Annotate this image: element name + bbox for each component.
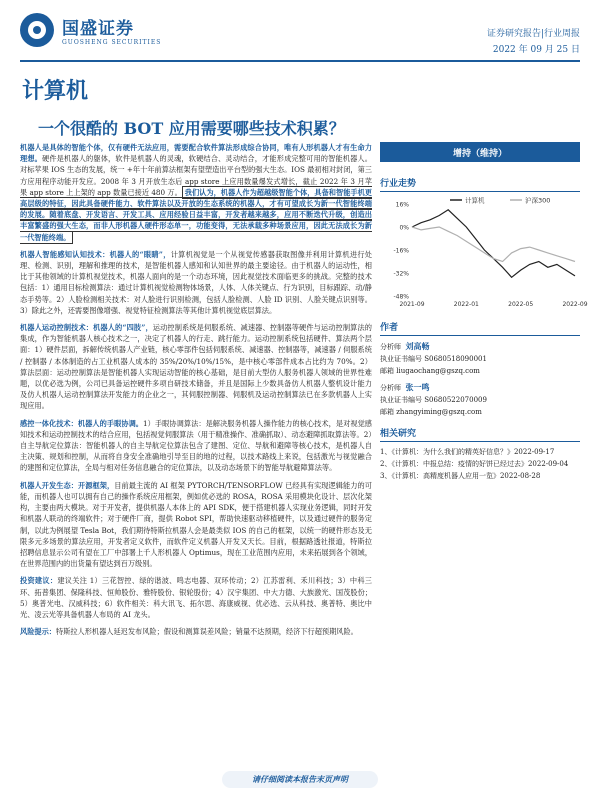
para-7 [20, 626, 372, 637]
analyst-2-email-label: 邮箱 [380, 408, 394, 416]
legend-label: 沪深300 [525, 196, 551, 205]
performance-chart [380, 192, 588, 312]
brand-logo [20, 10, 220, 50]
related-item-3[interactable]: 3、《计算机：高精度机器人应用一览》2022-08-28 [380, 472, 541, 480]
analyst-2-email[interactable]: zhangyiming@gszq.com [396, 408, 482, 416]
analyst-1 [380, 340, 580, 377]
page-title: 一个很酷的 BOT 应用需要哪些技术积累？ [38, 119, 345, 138]
para-7-lead: 风险提示： [20, 627, 56, 637]
analyst-1-license-label: 执业证书编号 [380, 355, 422, 363]
analyst-2-license-label: 执业证书编号 [380, 396, 422, 404]
para-7-body: 特斯拉人形机器人延迟发布风险；假设和测算误差风险；销量不达预期，经济下行超预期风险。 [55, 627, 358, 637]
para-4 [20, 418, 372, 474]
x-tick-label: 2022-01 [453, 301, 479, 308]
summary-column [20, 142, 372, 643]
analyst-2 [380, 381, 580, 418]
para-1-body: 硬件是机器人的躯体，软件是机器人的灵魂，软硬结合、灵动结合，才能形成完整可用的智能机器人。对标苹果 IOS 生态的发展，统一 +年十年前算法框架有望塑造出平台型的强大生态。IOS 最初相对封闭，第三方应用程序动能开发应。2008 年 3 月开放生态后 app store 上应用数量爆发式增长，截止 2022 年 3 月苹果 app store 上上架的 app 数量已接近 480 万。 [20, 154, 372, 197]
related-item-2[interactable]: 2、《计算机：中报总结：疫情的好饼已经过去》2022-09-04 [380, 460, 569, 468]
sidebar [380, 142, 588, 482]
analyst-1-email[interactable]: liugaochang@gszq.com [396, 367, 480, 375]
para-5-body: 目前最主流的 AI 框架 PYTORCH/TENSORFLOW 已经具有实现逻辑能力的可能，而机器人也可以拥有自己的操作系统应用框架，例如优必选的 ROSA，ROSA 采用模块化设计、层次化架构，主要由两大模块。对于开发者，提供机器人本体上的 API SDK，便于搭建机器人实现业务逻辑，同时开发和机器人联动的终端软件；对于硬件厂商，提供 Robot SPI，帮助快速驱动移植硬件，以及通过硬件的服务定制，以此为例展望 Tesla Bot，我们期待特斯拉机器人会是最类似 IOS 的自己的框架，以统一的硬件形态及无限多元多场景的算法应用，开发者定义软件，而软件定义机器人开发又天长。目前，根据路透社报道，特斯拉招聘信息显示公司有望在工厂中部署上千人形机器人 Optimus，现在工业范围内应用，未来拓展到各个领域，在世界范围内的出货量有望达到百万级别。 [20, 480, 372, 569]
para-1-box: 我们认为，机器人作为超越级智能个体，具备和智能手机更高层级的特征，因此具备硬件能力、软件算法以及开放的生态系统的机器人，才有可望成长为新一代智能终端的发展。随着底盘、开发语言、开发工具、应用经验日益丰富，开发者越来越多，应用不断迭代升级，创造出丰富繁盛的强大生态，而非人形机器人硬件形态单一，功能变得，无法承载多种场景应用，因此无法成长为新一代智能终端。 [20, 187, 372, 242]
para-3-lead: 机器人运动控制技术：机器人的“四肢”， [20, 323, 153, 333]
footer [0, 768, 600, 790]
analyst-2-role: 分析师 [380, 384, 401, 392]
analyst-1-name: 刘高畅 [405, 341, 430, 351]
logo-icon [20, 13, 54, 47]
para-4-lead: 感控一体化技术：机器人的手眼协调。 [20, 418, 144, 428]
series-line-2 [412, 227, 575, 262]
para-1-lead: 机器人是具体的智能个体，仅有硬件无法应用，需要配合软件算法形成综合协同，唯有人形机器人才有生命力理想。 [20, 143, 372, 164]
y-tick-label: -16% [393, 247, 409, 255]
para-6-lead: 投资建议： [20, 576, 58, 586]
analyst-title: 作者 [380, 320, 580, 336]
logo-cn: 国盛证券 [62, 19, 134, 39]
para-4-body: 1）手眼协调算法：是解决服务机器人操作能力的核心技术，是对视觉感知技术和运动控制技术的结合应用，包括视觉伺服算法（用于精准操作、准确抓取）、动态避障抓取算法等。2）自主导航定位算法：智能机器人的自主导航定位算法包含了建图、定位、导航和避障等核心技术，是机器人自主决策、规划和控制，从而将自身安全准确地引导至目的地的过程，以技术路线上来说，包括激光与视觉融合的建图和定位算法，全局与相对任务信息融合的定位算法，以及动态场景下的智能导航避障算法等。 [20, 418, 372, 473]
para-5 [20, 480, 372, 570]
para-2-body: 计算机视觉是一个从视觉传感器获取图像并利用计算机进行处理、检测、识别，理解和推理的技术，是智能机器人感知和认知世界的最主要途径。由于机器人的运动性，相比于其他领域的计算机视觉技术，机器人面向的是一个动态环境，因此视觉技术面临更多的挑战。完整的技术包括：1）通用目标检测算法：通过计算机视觉检测物体场景，人体、人体关键点、行为识别，目标跟踪、动/静态手势等。2）人脸检测相关技术：对人脸进行识别检测，包括人脸检测、人脸 ID 识别、人脸关键点识别等。3）除此之外，还需要图像增强、视觉特征检测算法等其他计算机视觉底层算法。 [20, 249, 372, 315]
related-list [380, 446, 580, 482]
y-tick-label: -32% [393, 270, 409, 278]
analyst-1-email-label: 邮箱 [380, 367, 394, 375]
x-tick-label: 2021-09 [399, 301, 425, 308]
report-type: 证券研究报告|行业周报 [486, 29, 580, 39]
para-2-lead: 机器人智能感知认知技术：机器人的“眼睛”， [20, 249, 171, 259]
related-item-1[interactable]: 1、《计算机：为什么我们的精英好信息？》2022-09-17 [380, 448, 555, 456]
para-3 [20, 322, 372, 412]
related-title: 相关研究 [380, 426, 580, 442]
header-divider [20, 60, 580, 62]
series-line-1 [412, 210, 575, 277]
analyst-1-license: S0680518090001 [424, 355, 487, 363]
legend-label: 计算机 [465, 196, 485, 205]
report-date: 2022 年 09 月 25 日 [492, 45, 580, 55]
y-tick-label: -48% [393, 293, 409, 301]
industry-title: 计算机 [22, 78, 89, 104]
footer-notice: 请仔细阅读本报告末页声明 [222, 771, 378, 788]
perf-title: 行业走势 [380, 176, 580, 192]
para-1 [20, 142, 372, 243]
para-5-lead: 机器人开发生态：开源框架， [20, 480, 115, 490]
rating-badge: 增持（维持） [380, 142, 580, 162]
para-2 [20, 249, 372, 316]
x-tick-label: 2022-05 [508, 301, 534, 308]
para-6-body: 建议关注 1）三花智控、绿的谐波、鸣志电器、双环传动；2）江苏雷利、禾川科技；3）中科三环、拓普集团、保隆科技、恒帅股份、雅特股份、银轮股份；4）汉宇集团、中大力德、大族激光、国茂股份；5）奥普光电、汉威科技；6）软件相关：科大讯飞、拓尔思、海康威视、优必选、云从科技、奥普特、奥比中光、凌云光等具备机器人布局的 AI 龙头。 [20, 576, 372, 619]
chart-svg [380, 192, 588, 312]
para-3-body: 运动控制系统是伺服系统、减速器、控制器等硬件与运动控制算法的集成，作为智能机器人核心技术之一，决定了机器人的行走、跳行能力。运动控制系统包括硬件、算法两个层面：1）硬件层面，拆解传统机器人产业链，核心零部件包括伺服系统、减速器、控制器等，减速器 / 伺服系统 / 控制器 / 本体制造的占工业机器人成本的 35%/20%/10%/15%，是中核心零部件成本占比约为 70%。2）算法层面：运动控制算法是智能机器人实现运动智能的核心基础，是目前大型仿人服务机器人领域的世界性难题，以优必选为例，公司已具备运控硬件多项自研技术储备，并且是国际上少数具备仿人机器人整机设计能力及仿人机器人运动控制算法开发能力的企业之一，其伺服控制器、伺服机及运动控制算法已在多款机器人上实现应用。 [20, 323, 372, 411]
para-6 [20, 575, 372, 620]
x-tick-label: 2022-09 [562, 301, 588, 308]
analyst-1-role: 分析师 [380, 343, 401, 351]
analyst-2-name: 张一鸣 [405, 382, 430, 392]
logo-en: GUOSHENG SECURITIES [62, 39, 162, 46]
y-tick-label: 0% [399, 224, 409, 232]
analyst-2-license: S0680522070009 [424, 396, 487, 404]
y-tick-label: 16% [395, 201, 409, 209]
